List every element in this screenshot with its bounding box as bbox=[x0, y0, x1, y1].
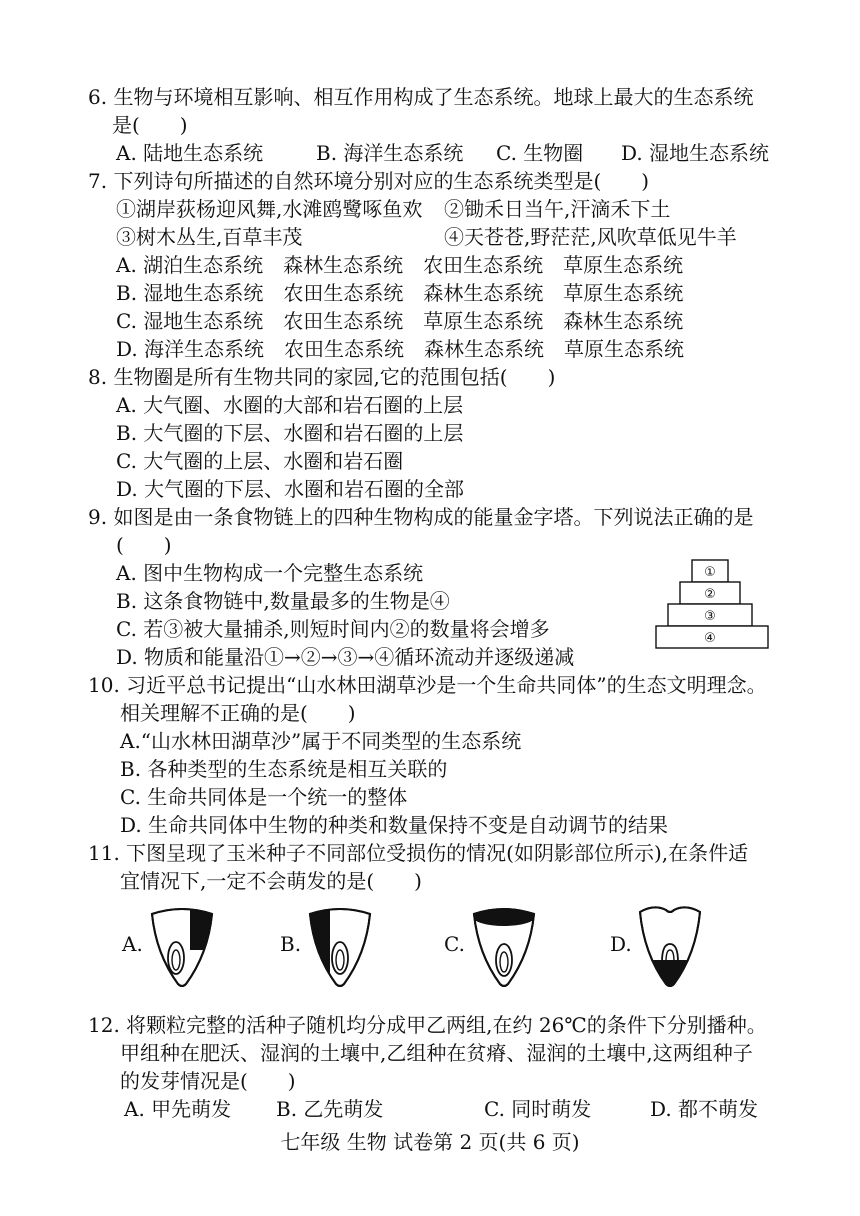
q9-stem-line1: 9. 如图是由一条食物链上的四种生物构成的能量金字塔。下列说法正确的是 bbox=[88, 505, 754, 529]
q9-option-a: A. 图中生物构成一个完整生态系统 bbox=[116, 561, 424, 585]
q10-stem-line1: 10. 习近平总书记提出“山水林田湖草沙是一个生命共同体”的生态文明理念。 bbox=[88, 673, 767, 697]
q6-options bbox=[116, 140, 769, 166]
q6-option-b: B. 海洋生态系统 bbox=[316, 141, 464, 165]
q12-stem-line1: 12. 将颗粒完整的活种子随机均分成甲乙两组,在约 26℃的条件下分别播种。 bbox=[88, 1013, 767, 1037]
q12-option-c: C. 同时萌发 bbox=[484, 1097, 592, 1121]
seed-d-label: D. bbox=[610, 932, 632, 956]
q7-option-c: C. 湿地生态系统 农田生态系统 草原生态系统 森林生态系统 bbox=[116, 309, 684, 333]
q8-option-b: B. 大气圈的下层、水圈和岩石圈的上层 bbox=[116, 421, 464, 445]
seed-c-label: C. bbox=[444, 932, 465, 956]
seed-a-icon bbox=[146, 904, 218, 990]
q12-option-a: A. 甲先萌发 bbox=[124, 1097, 232, 1121]
q7-option-d: D. 海洋生态系统 农田生态系统 森林生态系统 草原生态系统 bbox=[116, 337, 685, 361]
q6-option-a: A. 陆地生态系统 bbox=[116, 141, 264, 165]
q11-stem-line1: 11. 下图呈现了玉米种子不同部位受损伤的情况(如阴影部位所示),在条件适 bbox=[88, 841, 749, 865]
q9-option-b: B. 这条食物链中,数量最多的生物是④ bbox=[116, 589, 450, 613]
q12-option-d: D. 都不萌发 bbox=[650, 1097, 759, 1121]
pyramid-label-4: ④ bbox=[704, 631, 716, 646]
q10-option-b: B. 各种类型的生态系统是相互关联的 bbox=[120, 757, 448, 781]
q12-option-b: B. 乙先萌发 bbox=[276, 1097, 384, 1121]
pyramid-label-3: ③ bbox=[704, 609, 716, 624]
q6-stem-line2: 是( ) bbox=[112, 113, 188, 137]
q10-option-d: D. 生命共同体中生物的种类和数量保持不变是自动调节的结果 bbox=[120, 813, 669, 837]
corn-seed-figures bbox=[120, 900, 760, 990]
q12-stem-line3: 的发芽情况是( ) bbox=[120, 1069, 296, 1093]
q6-option-d: D. 湿地生态系统 bbox=[621, 141, 770, 165]
pyramid-label-1: ① bbox=[704, 565, 716, 580]
q7-option-b: B. 湿地生态系统 农田生态系统 森林生态系统 草原生态系统 bbox=[116, 281, 684, 305]
q7-option-a: A. 湖泊生态系统 森林生态系统 农田生态系统 草原生态系统 bbox=[116, 253, 684, 277]
q12-stem-line2: 甲组种在肥沃、湿润的土壤中,乙组种在贫瘠、湿润的土壤中,这两组种子 bbox=[120, 1041, 753, 1065]
q11-stem-line2: 宜情况下,一定不会萌发的是( ) bbox=[120, 869, 422, 893]
q6-option-c: C. 生物圈 bbox=[496, 141, 584, 165]
q6-stem-line1: 6. 生物与环境相互影响、相互作用构成了生态系统。地球上最大的生态系统 bbox=[88, 85, 754, 109]
q8-option-a: A. 大气圈、水圈的大部和岩石圈的上层 bbox=[116, 393, 464, 417]
page-footer: 七年级 生物 试卷第 2 页(共 6 页) bbox=[280, 1130, 580, 1154]
q8-option-d: D. 大气圈的下层、水圈和岩石圈的全部 bbox=[116, 477, 465, 501]
q10-option-a: A.“山水林田湖草沙”属于不同类型的生态系统 bbox=[120, 729, 522, 753]
q7-poem-4: ④天苍苍,野茫茫,风吹草低见牛羊 bbox=[444, 225, 737, 249]
q9-option-d: D. 物质和能量沿①→②→③→④循环流动并逐级递减 bbox=[116, 645, 575, 669]
q7-stem: 7. 下列诗句所描述的自然环境分别对应的生态系统类型是( ) bbox=[88, 169, 650, 193]
energy-pyramid-diagram bbox=[650, 556, 774, 656]
q10-option-c: C. 生命共同体是一个统一的整体 bbox=[120, 785, 408, 809]
q10-stem-line2: 相关理解不正确的是( ) bbox=[120, 701, 356, 725]
q7-poem-3: ③树木丛生,百草丰茂 bbox=[116, 225, 303, 249]
seed-a-label: A. bbox=[122, 932, 143, 956]
q9-option-c: C. 若③被大量捕杀,则短时间内②的数量将会增多 bbox=[116, 617, 550, 641]
seed-c-icon bbox=[468, 904, 540, 990]
pyramid-label-2: ② bbox=[704, 587, 716, 602]
q8-option-c: C. 大气圈的上层、水圈和岩石圈 bbox=[116, 449, 404, 473]
q9-stem-line2: ( ) bbox=[116, 533, 172, 557]
seed-d-icon bbox=[634, 904, 706, 990]
q12-options bbox=[124, 1096, 758, 1122]
seed-b-icon bbox=[304, 904, 376, 990]
q7-poem-2: ②锄禾日当午,汗滴禾下土 bbox=[444, 197, 671, 221]
q8-stem: 8. 生物圈是所有生物共同的家园,它的范围包括( ) bbox=[88, 365, 556, 389]
q7-poem-1: ①湖岸荻杨迎风舞,水滩鸥鹭啄鱼欢 bbox=[116, 197, 423, 221]
seed-b-label: B. bbox=[280, 932, 302, 956]
